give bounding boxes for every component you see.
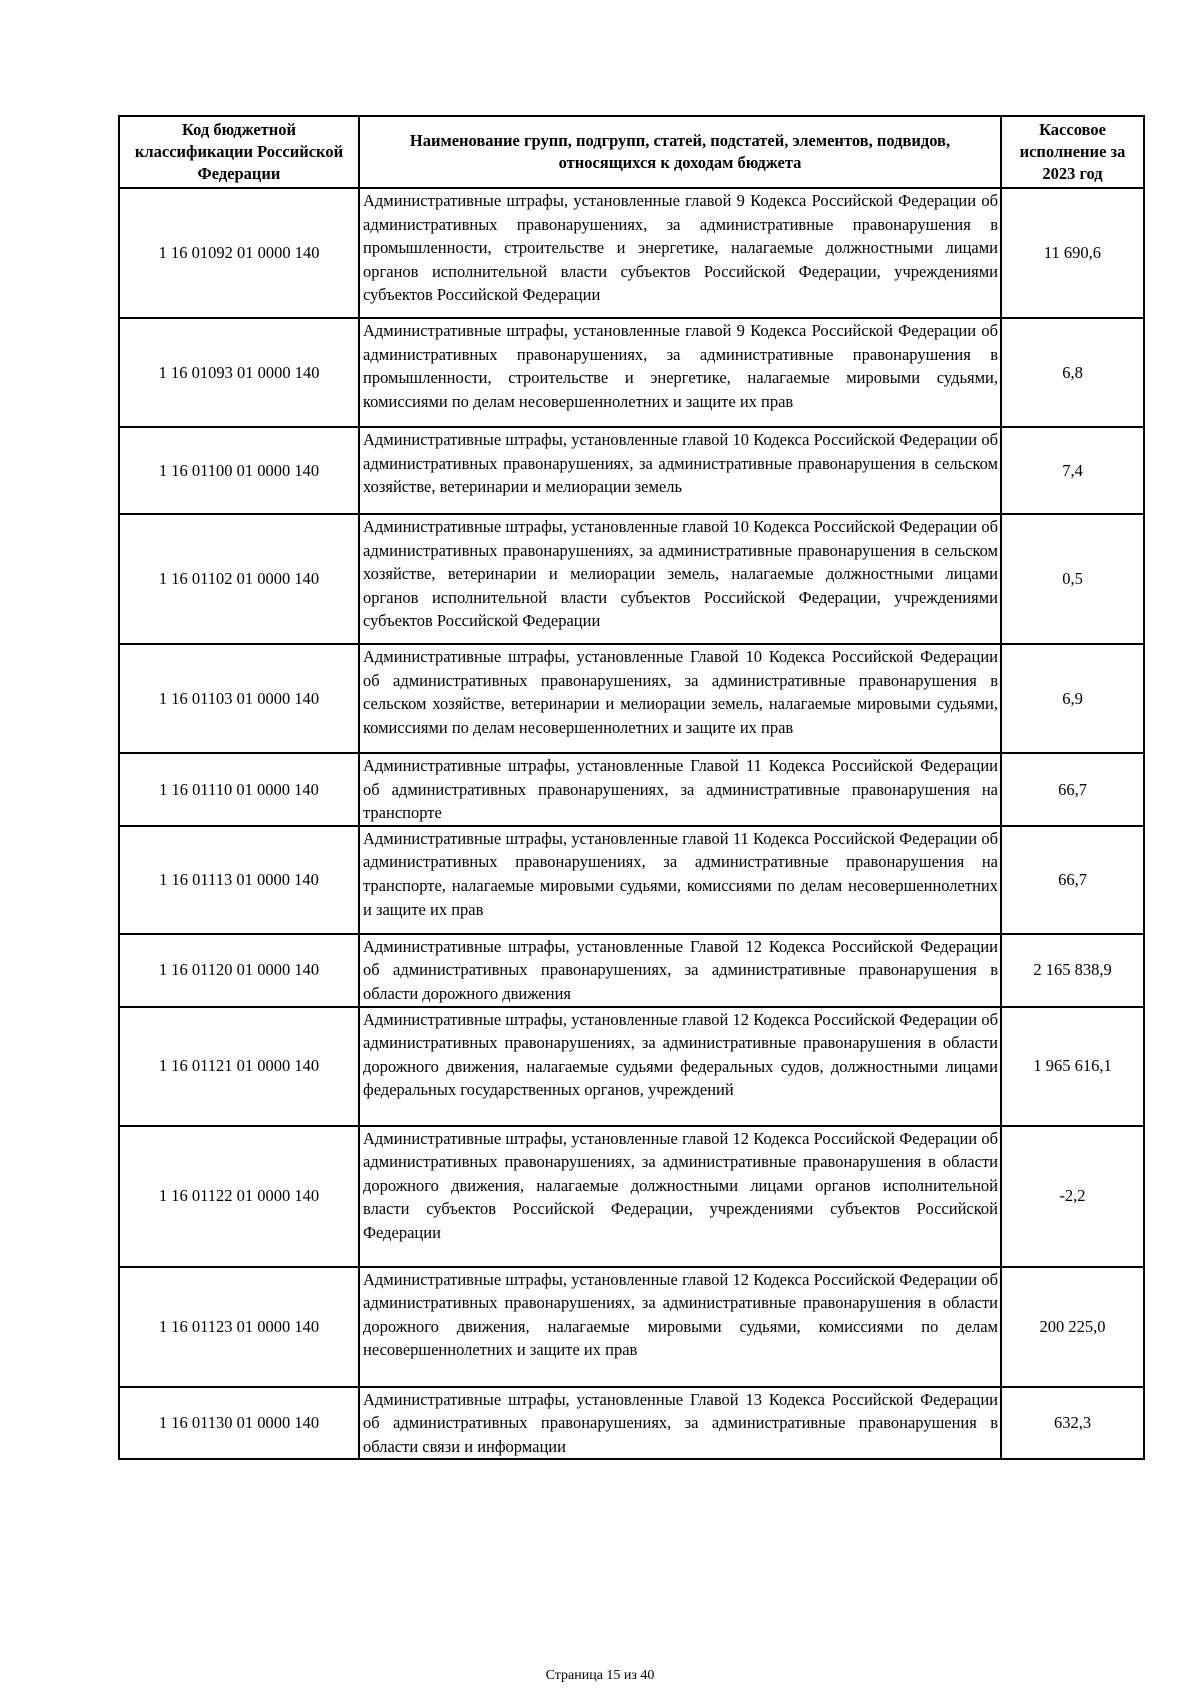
row-amount: 7,4 [1001,427,1144,514]
row-amount: 66,7 [1001,826,1144,934]
table-row [119,826,1144,934]
table-row [119,1126,1144,1267]
table-row [119,318,1144,427]
row-code: 1 16 01130 01 0000 140 [119,1387,359,1460]
row-code: 1 16 01093 01 0000 140 [119,318,359,427]
row-code: 1 16 01113 01 0000 140 [119,826,359,934]
row-code: 1 16 01092 01 0000 140 [119,188,359,318]
table-row [119,644,1144,753]
row-amount: 6,8 [1001,318,1144,427]
row-code: 1 16 01121 01 0000 140 [119,1007,359,1126]
table-row [119,1007,1144,1126]
row-amount: 11 690,6 [1001,188,1144,318]
row-amount: -2,2 [1001,1126,1144,1267]
row-name: Административные штрафы, установленные главой 12 Кодекса Российской Федерации об административных правонарушениях, за административные правонарушения в области дорожного движения, налагаемые судьями федеральных судов, должностными лицами федеральных государственных органов, учреждений [359,1007,1001,1126]
row-amount: 6,9 [1001,644,1144,753]
table-row [119,514,1144,644]
row-code: 1 16 01122 01 0000 140 [119,1126,359,1267]
row-name: Административные штрафы, установленные Главой 11 Кодекса Российской Федерации об административных правонарушениях, за административные правонарушения на транспорте [359,753,1001,826]
row-amount: 632,3 [1001,1387,1144,1460]
row-name: Административные штрафы, установленные главой 10 Кодекса Российской Федерации об административных правонарушениях, за административные правонарушения в сельском хозяйстве, ветеринарии и мелиорации земель [359,427,1001,514]
row-name: Административные штрафы, установленные главой 11 Кодекса Российской Федерации об административных правонарушениях, за административные правонарушения на транспорте, налагаемые мировыми судьями, комиссиями по делам несовершеннолетних и защите их прав [359,826,1001,934]
table-row [119,188,1144,318]
header-amount: Кассовое исполнение за 2023 год [1001,116,1144,188]
table-header-row [119,116,1144,188]
revenue-table [118,115,1145,1460]
row-code: 1 16 01103 01 0000 140 [119,644,359,753]
row-name: Административные штрафы, установленные Главой 10 Кодекса Российской Федерации об административных правонарушениях, за административные правонарушения в сельском хозяйстве, ветеринарии и мелиорации земель, налагаемые мировыми судьями, комиссиями по делам несовершеннолетних и защите их прав [359,644,1001,753]
row-name: Административные штрафы, установленные Главой 13 Кодекса Российской Федерации об административных правонарушениях, за административные правонарушения в области связи и информации [359,1387,1001,1460]
row-code: 1 16 01100 01 0000 140 [119,427,359,514]
row-code: 1 16 01123 01 0000 140 [119,1267,359,1387]
row-name: Административные штрафы, установленные главой 12 Кодекса Российской Федерации об административных правонарушениях, за административные правонарушения в области дорожного движения, налагаемые мировыми судьями, комиссиями по делам несовершеннолетних и защите их прав [359,1267,1001,1387]
header-name: Наименование групп, подгрупп, статей, подстатей, элементов, подвидов, относящихся к доходам бюджета [359,116,1001,188]
row-amount: 0,5 [1001,514,1144,644]
row-name: Административные штрафы, установленные главой 9 Кодекса Российской Федерации об административных правонарушениях, за административные правонарушения в промышленности, строительстве и энергетике, налагаемые должностными лицами органов исполнительной власти субъектов Российской Федерации, учреждениями субъектов Российской Федерации [359,188,1001,318]
row-name: Административные штрафы, установленные Главой 12 Кодекса Российской Федерации об административных правонарушениях, за административные правонарушения в области дорожного движения [359,934,1001,1007]
row-code: 1 16 01110 01 0000 140 [119,753,359,826]
header-code: Код бюджетной классификации Российской Федерации [119,116,359,188]
row-amount: 2 165 838,9 [1001,934,1144,1007]
row-name: Административные штрафы, установленные главой 9 Кодекса Российской Федерации об административных правонарушениях, за административные правонарушения в промышленности, строительстве и энергетике, налагаемые мировыми судьями, комиссиями по делам несовершеннолетних и защите их прав [359,318,1001,427]
table-row [119,427,1144,514]
page-number: Страница 15 из 40 [545,1668,655,1683]
row-amount: 1 965 616,1 [1001,1007,1144,1126]
row-name: Административные штрафы, установленные главой 10 Кодекса Российской Федерации об административных правонарушениях, за административные правонарушения в сельском хозяйстве, ветеринарии и мелиорации земель, налагаемые должностными лицами органов исполнительной власти субъектов Российской Федерации, учреждениями субъектов Российской Федерации [359,514,1001,644]
row-code: 1 16 01102 01 0000 140 [119,514,359,644]
table-row [119,934,1144,1007]
table-row [119,753,1144,826]
row-name: Административные штрафы, установленные главой 12 Кодекса Российской Федерации об административных правонарушениях, за административные правонарушения в области дорожного движения, налагаемые должностными лицами органов исполнительной власти субъектов Российской Федерации, учреждениями субъектов Российской Федерации [359,1126,1001,1267]
row-code: 1 16 01120 01 0000 140 [119,934,359,1007]
table-row [119,1387,1144,1460]
table-row [119,1267,1144,1387]
row-amount: 200 225,0 [1001,1267,1144,1387]
row-amount: 66,7 [1001,753,1144,826]
